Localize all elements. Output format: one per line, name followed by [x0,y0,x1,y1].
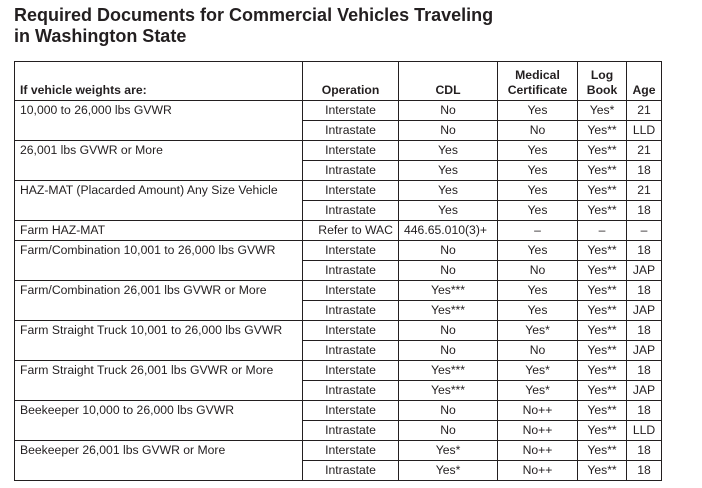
table-row [15,401,662,421]
log-book-cell: Yes** [578,161,627,181]
header-medical-line-2: Certificate [507,83,568,97]
age-cell: 18 [627,241,662,261]
operation-cell: Interstate [303,401,399,421]
operation-cell: Interstate [303,441,399,461]
log-book-cell: Yes** [578,301,627,321]
operation-cell: Intrastate [303,461,399,481]
medical-cell: Yes [498,141,578,161]
age-cell: 18 [627,281,662,301]
medical-cell: No++ [498,441,578,461]
header-vehicle: If vehicle weights are: [15,62,303,101]
age-cell: 18 [627,401,662,421]
table-row [15,101,662,121]
vehicle-cell: 10,000 to 26,000 lbs GVWR [15,101,303,141]
required-documents-table [14,61,662,481]
operation-cell: Intrastate [303,341,399,361]
cdl-cell: Yes [399,161,498,181]
header-log-line-1: Log [590,68,614,82]
cdl-cell: Yes* [399,461,498,481]
medical-cell: No [498,261,578,281]
medical-cell: – [498,221,578,241]
vehicle-cell: Farm Straight Truck 10,001 to 26,000 lbs GVWR [15,321,303,361]
operation-cell: Intrastate [303,121,399,141]
table-row [15,181,662,201]
age-cell: JAP [627,381,662,401]
operation-cell: Intrastate [303,301,399,321]
operation-cell: Intrastate [303,161,399,181]
medical-cell: Yes [498,181,578,201]
table-row [15,281,662,301]
cdl-cell: No [399,121,498,141]
table-body [15,101,662,481]
log-book-cell: Yes** [578,321,627,341]
cdl-cell: No [399,321,498,341]
cdl-cell: Yes*** [399,301,498,321]
medical-cell: Yes [498,241,578,261]
log-book-cell: Yes** [578,441,627,461]
vehicle-cell: Farm/Combination 26,001 lbs GVWR or More [15,281,303,321]
cdl-cell: No [399,101,498,121]
cdl-cell: No [399,241,498,261]
table-row [15,241,662,261]
log-book-cell: – [578,221,627,241]
operation-cell: Intrastate [303,421,399,441]
age-cell: LLD [627,421,662,441]
title-line-1: Required Documents for Commercial Vehicles Traveling [14,5,494,25]
header-age: Age [627,62,662,101]
table-row [15,361,662,381]
medical-cell: No++ [498,421,578,441]
medical-cell: No [498,121,578,141]
log-book-cell: Yes** [578,281,627,301]
header-cdl: CDL [399,62,498,101]
cdl-cell: No [399,341,498,361]
operation-cell: Interstate [303,321,399,341]
medical-cell: No [498,341,578,361]
age-cell: LLD [627,121,662,141]
cdl-cell: Yes [399,201,498,221]
vehicle-cell: Beekeeper 26,001 lbs GVWR or More [15,441,303,481]
operation-cell: Intrastate [303,201,399,221]
medical-cell: No++ [498,401,578,421]
cdl-cell: Yes [399,141,498,161]
log-book-cell: Yes** [578,121,627,141]
log-book-cell: Yes* [578,101,627,121]
operation-cell: Intrastate [303,261,399,281]
cdl-cell: Yes*** [399,381,498,401]
operation-cell: Interstate [303,141,399,161]
age-cell: 21 [627,141,662,161]
cdl-cell: No [399,261,498,281]
cdl-cell: Yes*** [399,281,498,301]
operation-cell: Interstate [303,101,399,121]
table-header-row [15,62,662,101]
age-cell: JAP [627,301,662,321]
age-cell: – [627,221,662,241]
age-cell: 18 [627,441,662,461]
age-cell: 21 [627,181,662,201]
age-cell: 18 [627,321,662,341]
refer-text-cell: Refer to WAC [303,221,399,241]
table-row [15,441,662,461]
medical-cell: Yes* [498,361,578,381]
header-log-line-2: Book [586,83,618,97]
age-cell: 18 [627,461,662,481]
cdl-cell: Yes*** [399,361,498,381]
header-medical-line-1: Medical [515,68,560,82]
header-log-book [578,62,627,101]
page-title [14,5,493,47]
age-cell: 18 [627,361,662,381]
age-cell: 18 [627,161,662,181]
medical-cell: Yes [498,101,578,121]
medical-cell: Yes [498,301,578,321]
medical-cell: Yes [498,161,578,181]
age-cell: JAP [627,341,662,361]
header-operation: Operation [303,62,399,101]
cdl-cell: No [399,401,498,421]
vehicle-cell: Farm/Combination 10,001 to 26,000 lbs GVWR [15,241,303,281]
medical-cell: Yes* [498,321,578,341]
log-book-cell: Yes** [578,421,627,441]
vehicle-cell: HAZ-MAT (Placarded Amount) Any Size Vehicle [15,181,303,221]
operation-cell: Interstate [303,281,399,301]
log-book-cell: Yes** [578,201,627,221]
table-row [15,141,662,161]
header-medical-certificate [498,62,578,101]
log-book-cell: Yes** [578,461,627,481]
operation-cell: Interstate [303,241,399,261]
cdl-cell: Yes [399,181,498,201]
table-row [15,321,662,341]
age-cell: JAP [627,261,662,281]
age-cell: 21 [627,101,662,121]
medical-cell: Yes* [498,381,578,401]
vehicle-cell: 26,001 lbs GVWR or More [15,141,303,181]
age-cell: 18 [627,201,662,221]
operation-cell: Interstate [303,361,399,381]
operation-cell: Interstate [303,181,399,201]
log-book-cell: Yes** [578,341,627,361]
medical-cell: Yes [498,201,578,221]
medical-cell: Yes [498,281,578,301]
log-book-cell: Yes** [578,181,627,201]
cdl-cell: Yes* [399,441,498,461]
operation-cell: Intrastate [303,381,399,401]
vehicle-cell: Farm HAZ-MAT [15,221,303,241]
log-book-cell: Yes** [578,261,627,281]
title-line-2: in Washington State [14,26,187,46]
log-book-cell: Yes** [578,141,627,161]
vehicle-cell: Beekeeper 10,000 to 26,000 lbs GVWR [15,401,303,441]
vehicle-cell: Farm Straight Truck 26,001 lbs GVWR or More [15,361,303,401]
log-book-cell: Yes** [578,241,627,261]
log-book-cell: Yes** [578,381,627,401]
table-row [15,221,662,241]
refer-code-cell: 446.65.010(3)+ [399,221,498,241]
log-book-cell: Yes** [578,401,627,421]
cdl-cell: No [399,421,498,441]
log-book-cell: Yes** [578,361,627,381]
medical-cell: No++ [498,461,578,481]
